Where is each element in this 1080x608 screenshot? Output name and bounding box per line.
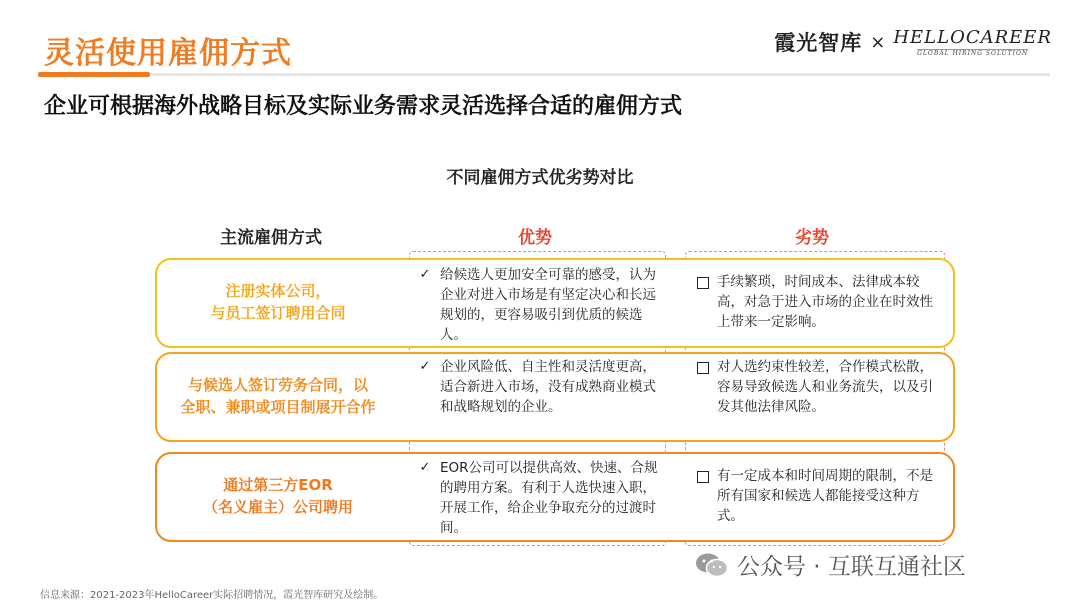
- wechat-icon: [695, 552, 729, 578]
- wechat-watermark: [695, 548, 966, 581]
- row-label: [160, 456, 396, 536]
- row-label-line-1: 通过第三方EOR: [223, 476, 333, 494]
- check-icon: ✓: [419, 359, 431, 374]
- title-divider: [38, 73, 1050, 76]
- column-header-disadvantages: 劣势: [795, 228, 829, 248]
- disadvantage-text: 有一定成本和时间周期的限制，不是所有国家和候选人都能接受这种方式。: [717, 468, 933, 524]
- square-bullet-icon: [697, 277, 709, 289]
- title-accent-bar: [38, 72, 150, 77]
- hellocareer-wordmark: HELLOCAREER: [893, 27, 1052, 48]
- advantage-text: EOR公司可以提供高效、快速、合规的聘用方案。有利于人选快速入职，开展工作，给企业争取充分的过渡时间。: [440, 460, 658, 536]
- disadvantage-cell: [697, 272, 933, 332]
- disadvantage-text: 手续繁琐，时间成本、法律成本较高，对急于进入市场的企业在时效性上带来一定影响。: [717, 274, 933, 330]
- row-label-line-1: 与候选人签订劳务合同，以: [187, 376, 368, 394]
- row-label: [160, 262, 396, 342]
- brand-logo: [774, 27, 1052, 57]
- row-label-line-2: 全职、兼职或项目制展开合作: [180, 398, 376, 416]
- page-subtitle: 企业可根据海外战略目标及实际业务需求灵活选择合适的雇佣方式: [44, 94, 683, 119]
- disadvantage-cell: [697, 466, 933, 526]
- square-bullet-icon: [697, 362, 709, 374]
- brand-separator: ×: [870, 31, 886, 53]
- row-label-line-2: 与员工签订聘用合同: [210, 304, 346, 322]
- disadvantage-text: 对人选约束性较差，合作模式松散，容易导致候选人和业务流失，以及引发其他法律风险。: [717, 359, 933, 415]
- column-header-advantages: 优势: [518, 228, 552, 248]
- check-icon: ✓: [419, 267, 431, 282]
- advantage-cell: [418, 265, 658, 345]
- advantage-cell: [418, 458, 658, 538]
- row-label: [158, 356, 398, 436]
- advantage-text: 企业风险低、自主性和灵活度更高，适合新进入市场，没有成熟商业模式和战略规划的企业。: [440, 359, 656, 415]
- watermark-text: 公众号 · 互联互通社区: [737, 554, 966, 580]
- column-header-type: 主流雇佣方式: [220, 228, 322, 248]
- brand-cn-name: 霞光智库: [774, 31, 863, 55]
- square-bullet-icon: [697, 471, 709, 483]
- row-label-line-2: （名义雇主）公司聘用: [202, 498, 353, 516]
- slide-title: 灵活使用雇佣方式: [44, 36, 292, 71]
- hellocareer-logo: [893, 27, 1052, 57]
- table-title: 不同雇佣方式优劣势对比: [446, 168, 634, 188]
- row-label-line-1: 注册实体公司，: [225, 282, 331, 300]
- hellocareer-tagline: GLOBAL HIRING SOLUTION: [917, 50, 1029, 57]
- source-note: 信息来源：2021-2023年HelloCareer实际招聘情况，霞光智库研究及绘制。: [40, 590, 384, 601]
- advantage-text: 给候选人更加安全可靠的感受，认为企业对进入市场是有坚定决心和长远规划的，更容易吸引到优质的候选人。: [440, 267, 656, 343]
- disadvantage-cell: [697, 357, 933, 417]
- advantage-cell: [418, 357, 658, 417]
- check-icon: ✓: [419, 460, 431, 475]
